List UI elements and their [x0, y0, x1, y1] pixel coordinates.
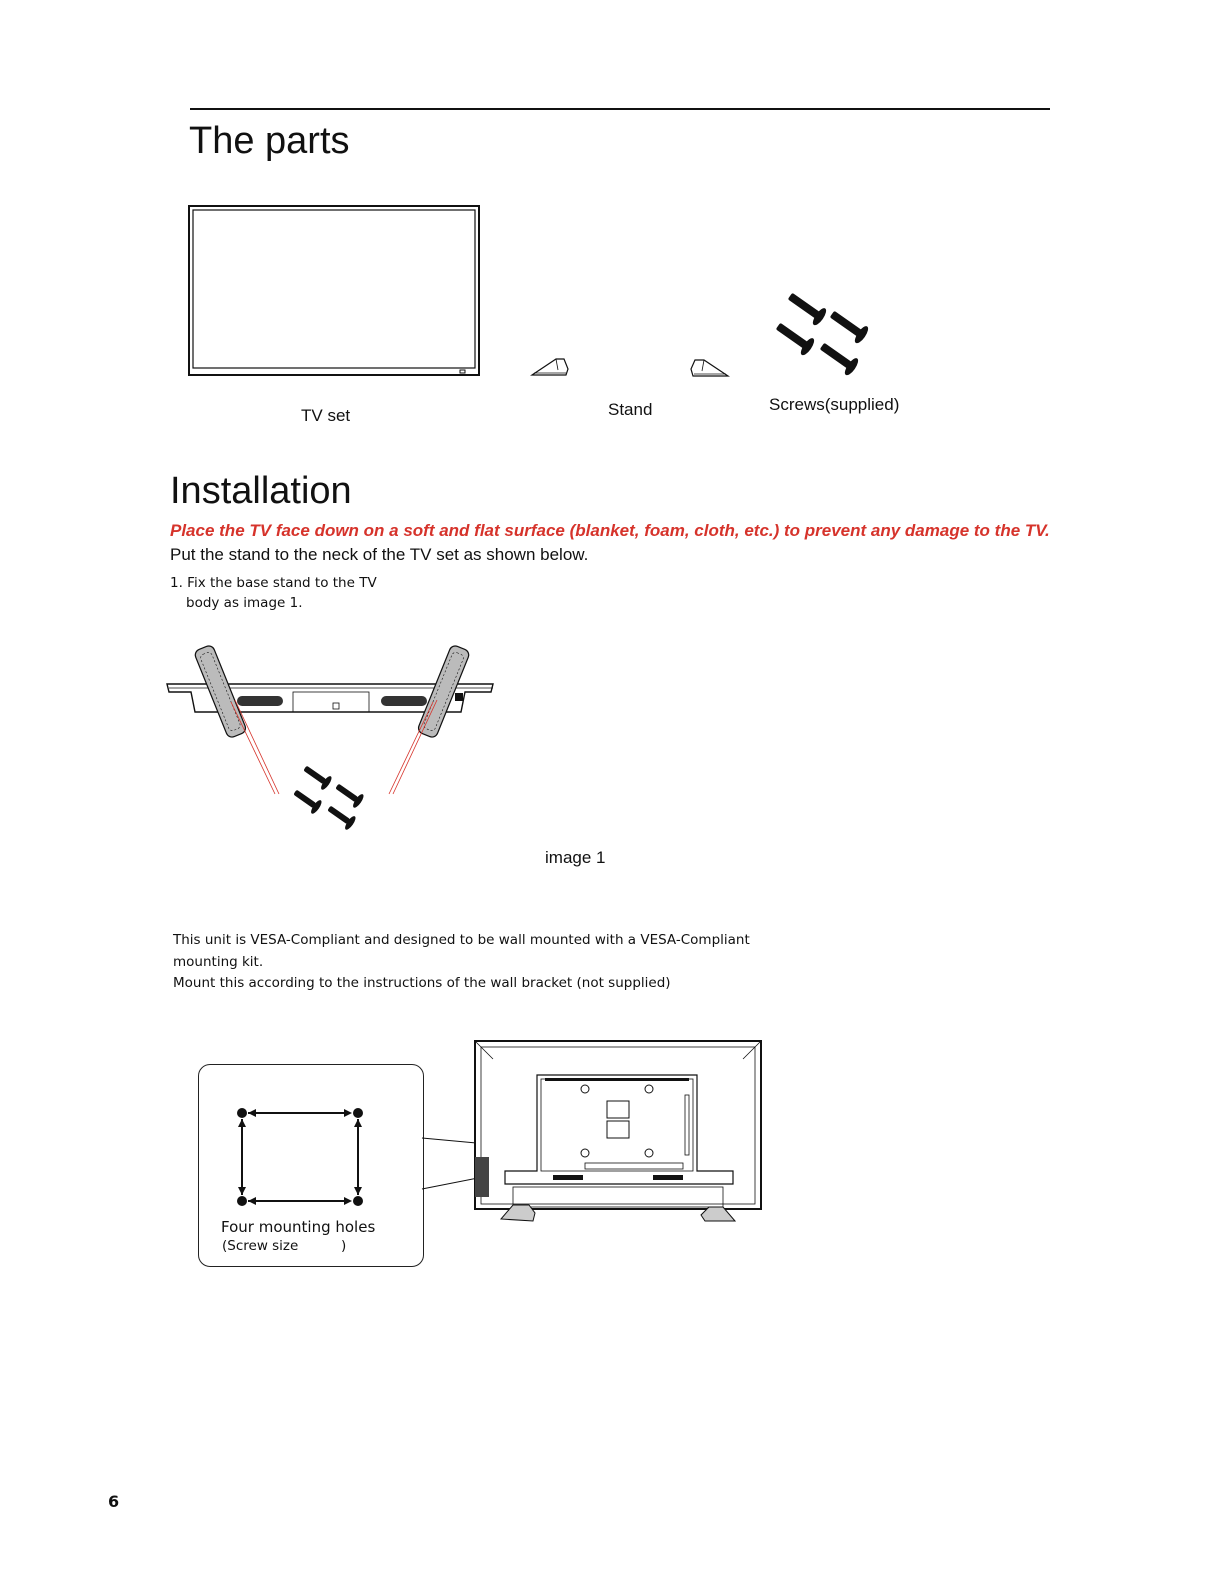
tv-set-label: TV set [301, 406, 351, 425]
screw-size-label: (Screw size [222, 1238, 299, 1254]
section-rule [190, 108, 1050, 110]
installation-title: Installation [170, 470, 352, 512]
stand-foot-right-icon [688, 356, 732, 380]
screws-label: Screws(supplied) [769, 395, 900, 414]
vesa-line1: This unit is VESA-Compliant and designed to be wall mounted with a VESA-Compliant [173, 932, 750, 948]
stand-foot-left-icon [530, 356, 572, 380]
screw-size-close: ) [341, 1238, 347, 1254]
instruction-text: Put the stand to the neck of the TV set as shown below. [170, 545, 589, 564]
parts-title: The parts [189, 120, 350, 162]
screws-icon [770, 290, 880, 385]
step1-line1: 1. Fix the base stand to the TV [170, 575, 377, 591]
step1-line2: body as image 1. [186, 595, 303, 611]
mounting-holes-label: Four mounting holes [221, 1218, 376, 1236]
image-caption: image 1 [545, 848, 606, 867]
tv-front-illustration [188, 205, 482, 380]
page-number: 6 [108, 1492, 120, 1511]
tv-back-illustration [473, 1039, 765, 1225]
stand-label: Stand [608, 400, 653, 419]
stand-installation-illustration [165, 640, 500, 840]
vesa-line3: Mount this according to the instructions of the wall bracket (not supplied) [173, 975, 671, 991]
warning-text: Place the TV face down on a soft and flat surface (blanket, foam, cloth, etc.) to prevent any damage to the TV. [170, 521, 1050, 540]
vesa-line2: mounting kit. [173, 954, 264, 970]
mounting-holes-diagram [230, 1100, 370, 1215]
